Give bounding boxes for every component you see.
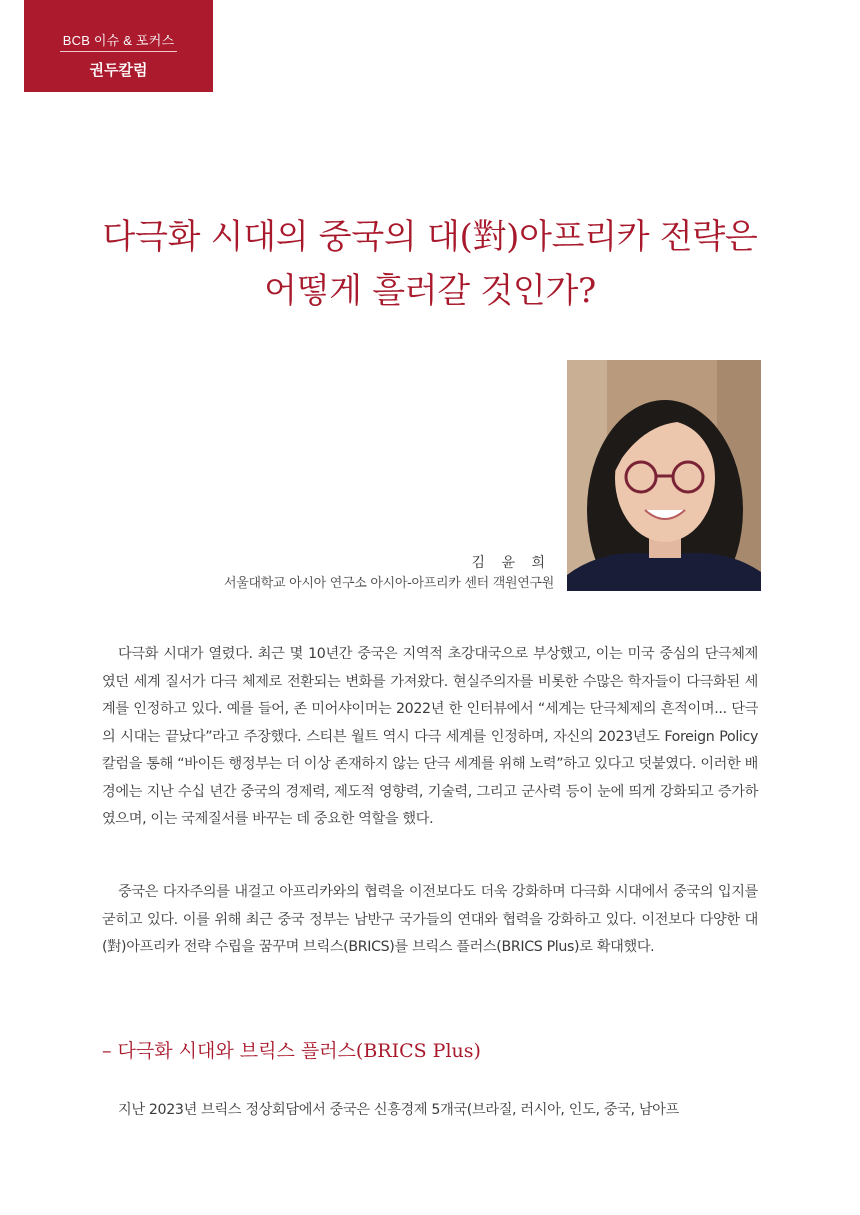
author-portrait-illustration [567, 360, 761, 591]
article-title-line2: 어떻게 흘러갈 것인가? [264, 271, 596, 311]
article-title-line1: 다극화 시대의 중국의 대(對)아프리카 전략은 [102, 217, 758, 257]
body-paragraph-2: 중국은 다자주의를 내걸고 아프리카와의 협력을 이전보다도 더욱 강화하며 다극화 시대에서 중국의 입지를 굳히고 있다. 이를 위해 최근 중국 정부는 남반구 국가들의 연대와 협력을 강화하고 있다. 이전보다 다양한 대(對)아프리카 전략 수립을 꿈꾸며 브릭스(BRICS)를 브릭스 플러스(BRICS Plus)로 확대했다. [102, 884, 758, 955]
section-tag [24, 0, 213, 92]
author-photo [567, 360, 761, 591]
body-paragraph-1: 다극화 시대가 열렸다. 최근 몇 10년간 중국은 지역적 초강대국으로 부상했고, 이는 미국 중심의 단극체제였던 세계 질서가 다극 체제로 전환되는 변화를 가져왔다. 현실주의자를 비롯한 수많은 학자들이 다극화된 세계를 인정하고 있다. 예를 들어, 존 미어샤이머는 2022년 한 인터뷰에서 “세계는 단극체제의 흔적이며... 단극의 시대는 끝났다”라고 주장했다. 스티븐 월트 역시 다극 세계를 인정하며, 자신의 2023년도 Foreign Policy 칼럼을 통해 “바이든 행정부는 더 이상 존재하지 않는 단극 세계를 위해 노력”하고 있다고 덧붙였다. 이러한 배경에는 지난 수십 년간 중국의 경제력, 제도적 영향력, 기술력, 그리고 군사력 등이 눈에 띄게 강화되고 증가하였으며, 이는 국제질서를 바꾸는 데 중요한 역할을 했다. [102, 646, 758, 827]
section-subheading: – 다극화 시대와 브릭스 플러스(BRICS Plus) [102, 1040, 481, 1062]
column-label: 권두칼럼 [89, 61, 148, 79]
section-divider [60, 51, 177, 52]
section-label: BCB 이슈 & 포커스 [62, 33, 175, 48]
author-name: 김 윤 희 [471, 555, 551, 571]
article-title [40, 210, 820, 318]
author-affiliation: 서울대학교 아시아 연구소 아시아-아프리카 센터 객원연구원 [223, 576, 554, 591]
body-paragraph-3: 지난 2023년 브릭스 정상회담에서 중국은 신흥경제 5개국(브라질, 러시아, 인도, 중국, 남아프 [118, 1102, 679, 1118]
